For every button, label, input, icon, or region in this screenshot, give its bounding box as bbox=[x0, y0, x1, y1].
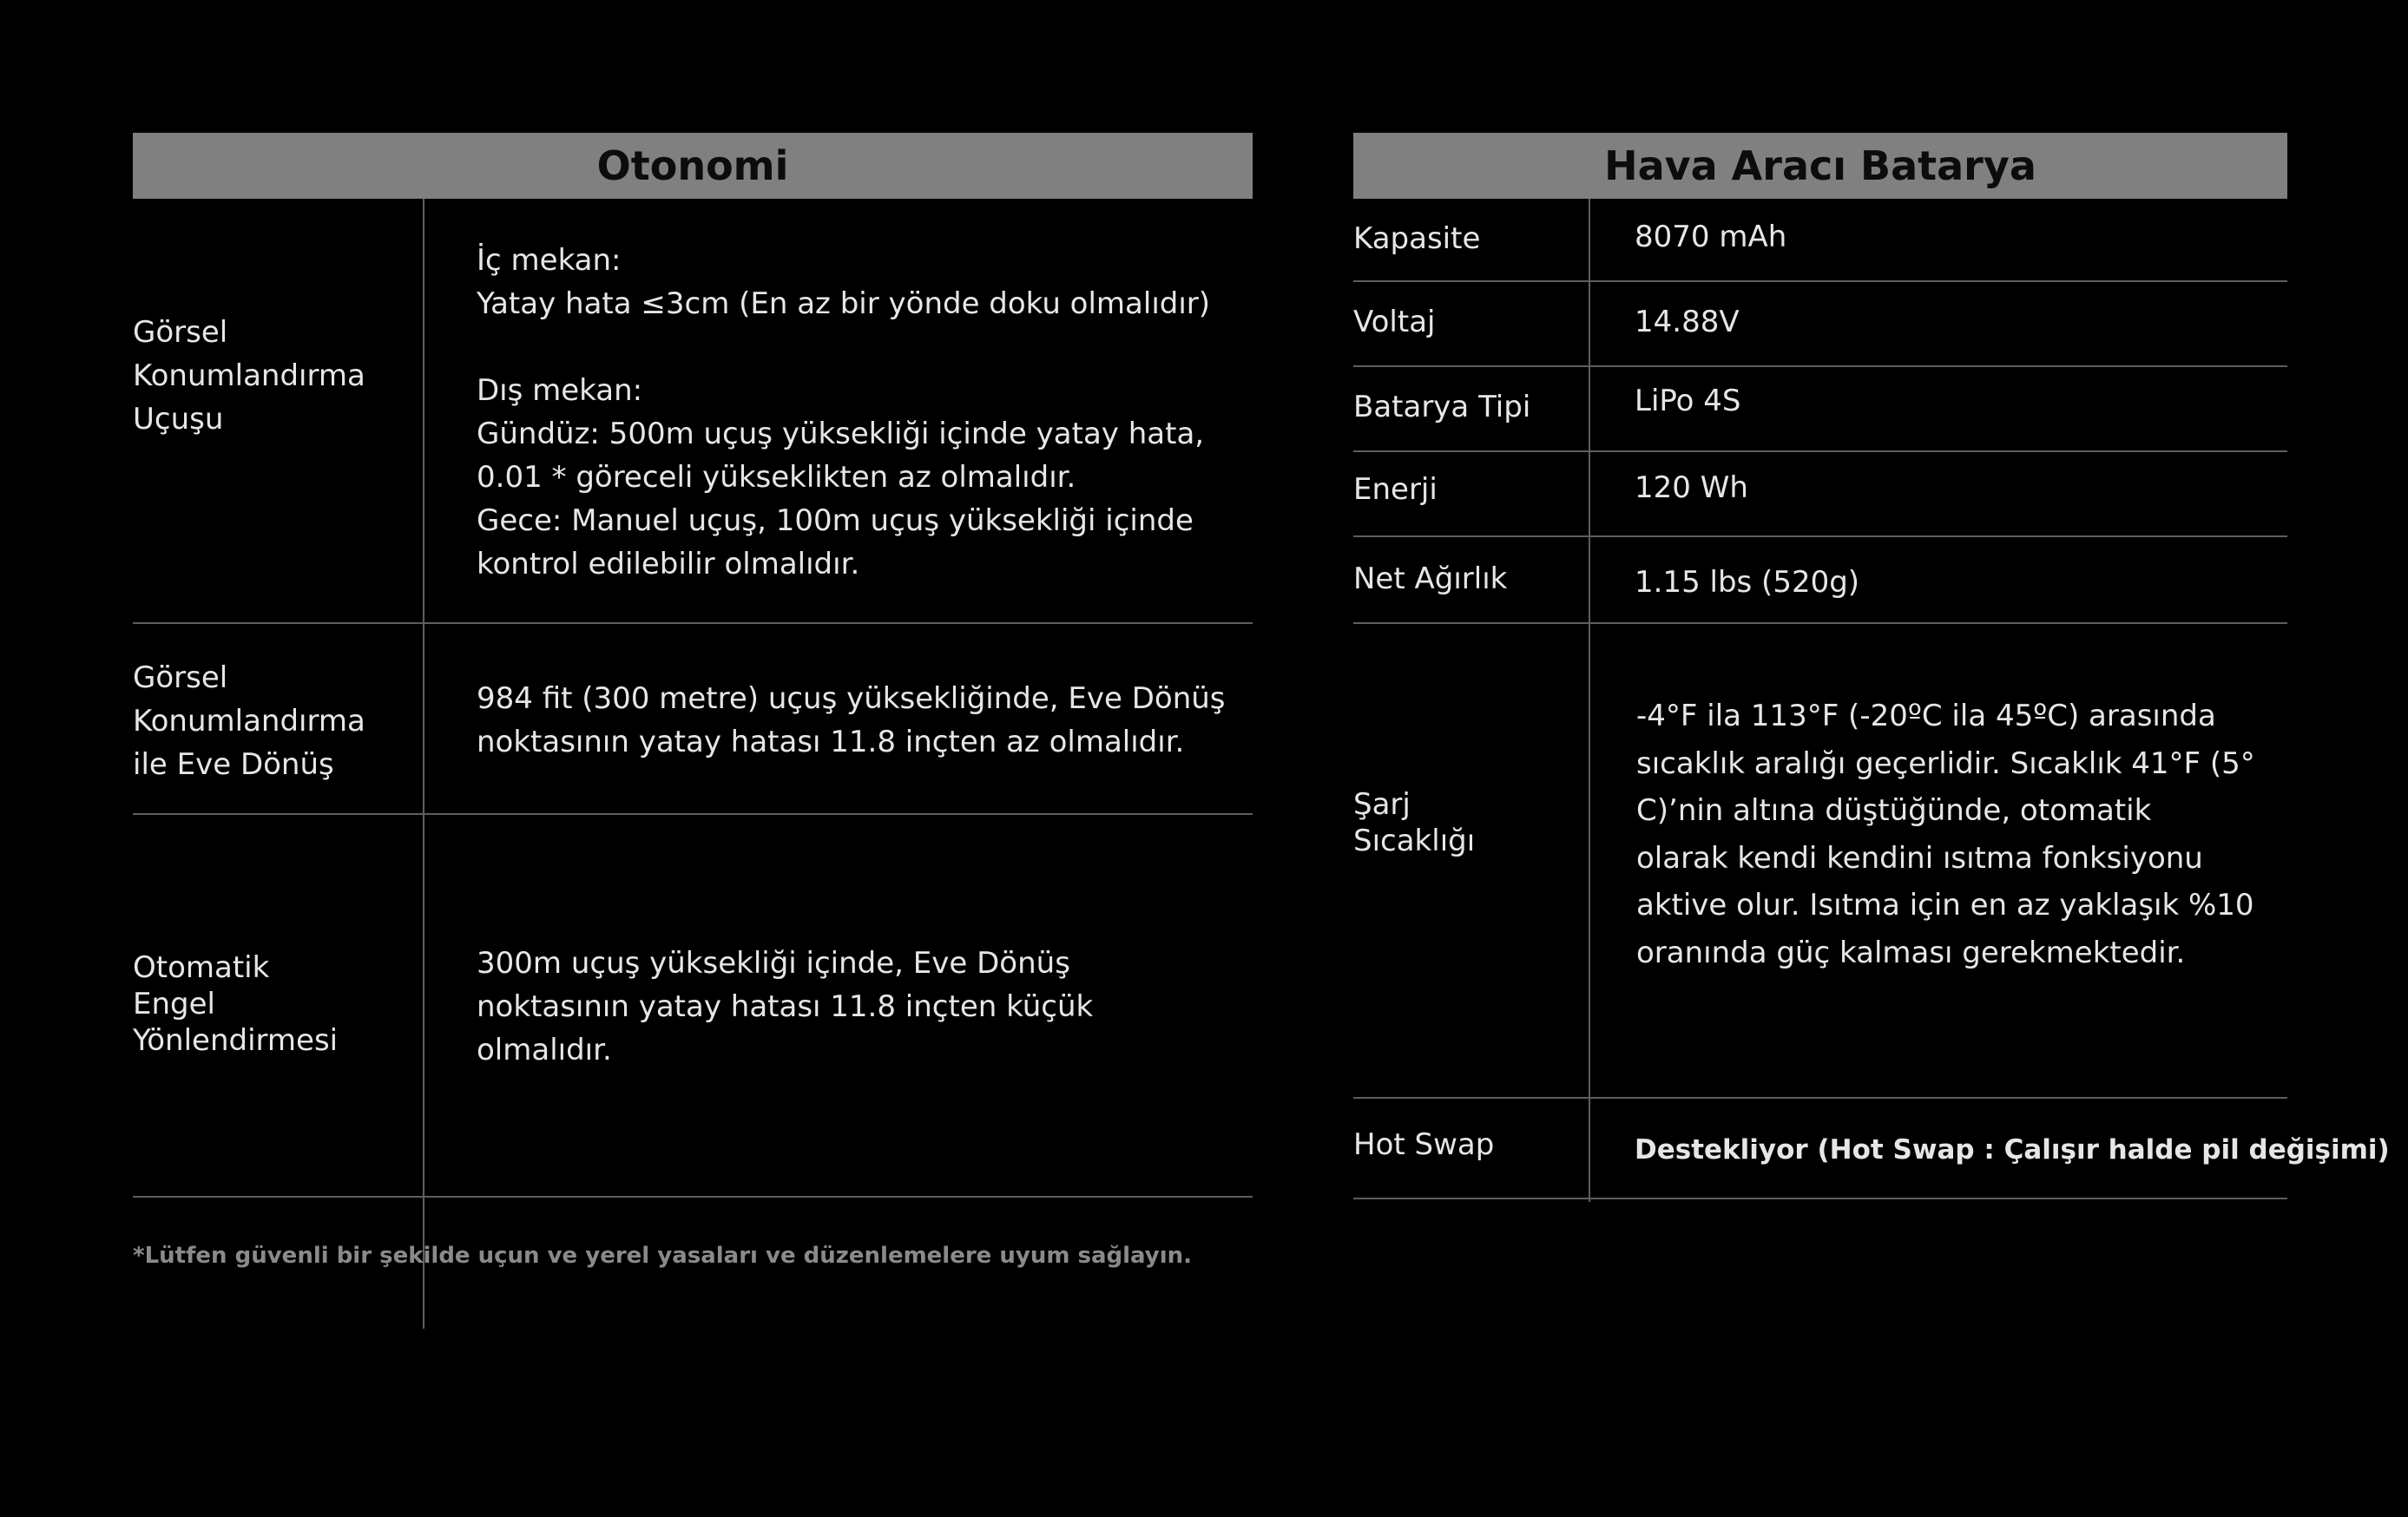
row-value-net-weight: 1.15 lbs (520g) bbox=[1635, 565, 1860, 600]
row-divider bbox=[1353, 280, 2287, 282]
row-value-hot-swap: Destekliyor (Hot Swap : Çalışır halde pil değişimi) bbox=[1635, 1134, 2390, 1166]
row-divider bbox=[1353, 622, 2287, 624]
row-divider bbox=[1353, 1097, 2287, 1099]
row-value-voltage: 14.88V bbox=[1635, 305, 1740, 339]
footnote: *Lütfen güvenli bir şekilde uçun ve yerel yasaları ve düzenlemelere uyum sağlayın. bbox=[133, 1243, 1193, 1269]
row-label-capacity: Kapasite bbox=[1353, 221, 1481, 256]
row-label-battery-type: Batarya Tipi bbox=[1353, 390, 1531, 424]
autonomy-header: Otonomi bbox=[133, 133, 1253, 199]
row-divider bbox=[1353, 450, 2287, 452]
battery-header: Hava Aracı Batarya bbox=[1353, 133, 2287, 199]
battery-table bbox=[1353, 133, 2390, 1209]
row-value-automatic-obstacle-avoidance: 300m uçuş yüksekliği içinde, Eve Dönüş noktasının yatay hatası 11.8 inçten küçük olmalıdır. bbox=[477, 946, 1094, 1067]
row-label-energy: Enerji bbox=[1353, 472, 1438, 507]
row-label-visual-positioning-rth: Görsel Konumlandırma ile Eve Dönüş bbox=[133, 660, 365, 782]
row-divider bbox=[133, 622, 1253, 624]
row-value-battery-type: LiPo 4S bbox=[1635, 384, 1741, 418]
row-divider bbox=[1353, 535, 2287, 537]
row-divider bbox=[133, 1196, 1253, 1198]
row-label-charging-temperature: Şarj Sıcaklığı bbox=[1353, 787, 1476, 858]
autonomy-table bbox=[133, 133, 1253, 1200]
row-value-visual-positioning-flight: İç mekan: Yatay hata ≤3cm (En az bir yönde doku olmalıdır) Dış mekan: Gündüz: 500m uçuş yüksekliği içinde yatay hata, 0.01 * göreceli yükseklikten az olmalıdır. Gece: Manuel uçuş, 100m uçuş yüksekliği içinde kontrol edilebilir olmalıdır. bbox=[477, 243, 1211, 581]
row-value-capacity: 8070 mAh bbox=[1635, 220, 1787, 254]
row-divider bbox=[133, 813, 1253, 815]
row-divider bbox=[1353, 365, 2287, 367]
row-label-automatic-obstacle-avoidance: Otomatik Engel Yönlendirmesi bbox=[133, 950, 339, 1058]
row-divider bbox=[1353, 1198, 2287, 1199]
row-value-energy: 120 Wh bbox=[1635, 470, 1748, 505]
row-value-visual-positioning-rth: 984 fit (300 metre) uçuş yüksekliğinde, Eve Dönüş noktasının yatay hatası 11.8 inçten az olmalıdır. bbox=[477, 681, 1226, 759]
row-label-net-weight: Net Ağırlık bbox=[1353, 561, 1508, 596]
battery-column-divider bbox=[1589, 199, 1590, 1202]
row-label-visual-positioning-flight: Görsel Konumlandırma Uçuşu bbox=[133, 315, 365, 437]
row-label-hot-swap: Hot Swap bbox=[1353, 1127, 1495, 1162]
row-label-voltage: Voltaj bbox=[1353, 305, 1436, 339]
autonomy-column-divider bbox=[423, 199, 424, 1329]
row-value-charging-temperature: -4°F ila 113°F (-20ºC ila 45ºC) arasında sıcaklık aralığı geçerlidir. Sıcaklık 41°F (5° C)’nin altına düştüğünde, otomatik olarak kendi kendini ısıtma fonksiyonu aktive olur. Isıtma için en az yaklaşık %10 oranında güç kalması gerekmektedir. bbox=[1636, 699, 2255, 970]
